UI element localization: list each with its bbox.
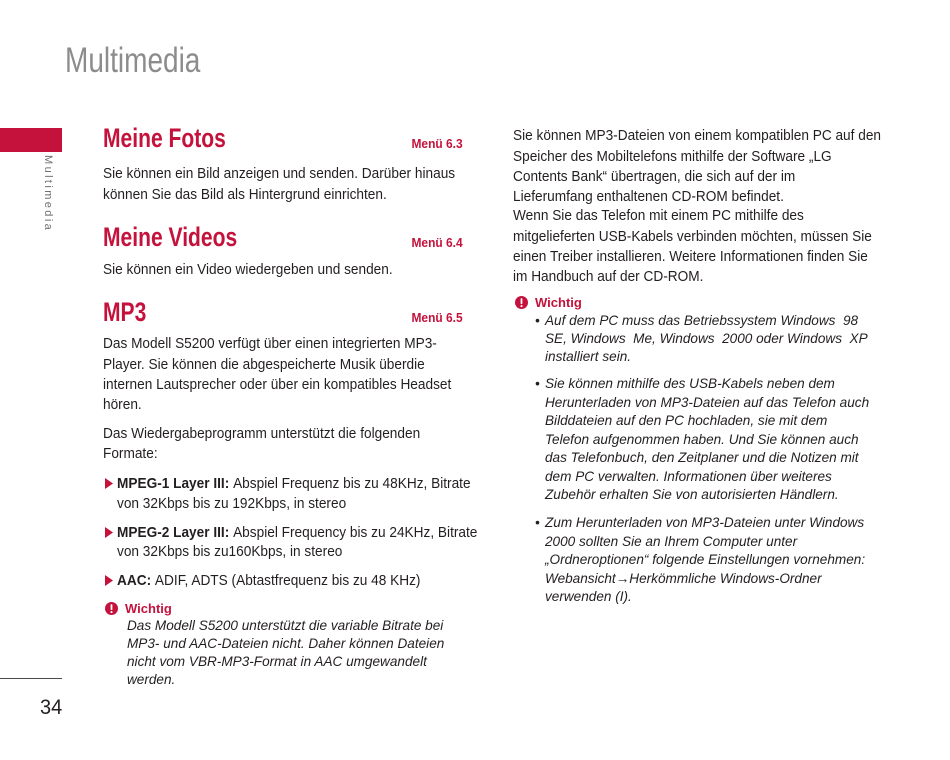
paragraph-line: Speicher des Mobiltelefons mithilfe der Software „LG — [513, 148, 832, 165]
triangle-right-icon — [105, 478, 113, 489]
note-line: Telefon aufgenommen haben. Und Sie können auch — [545, 431, 859, 447]
format-description: ADIF, ADTS (Abtastfrequenz bis zu 48 KHz) — [154, 572, 421, 589]
section-heading: Meine Videos — [103, 222, 238, 252]
note-line: „Ordneroptionen“ folgende Einstellungen vornehmen: — [545, 551, 866, 567]
note-bullet: • — [535, 375, 540, 391]
paragraph-line: Player. Sie können die abgespeicherte Musik überdie — [103, 356, 425, 373]
note-line: dem PC verwalten. Informationen über weiteres — [545, 468, 832, 484]
format-label: MPEG-2 Layer III: — [117, 524, 230, 541]
paragraph-line: Sie können ein Video wiedergeben und senden. — [103, 261, 393, 278]
format-description: von 32Kbps bis zu160Kbps, in stereo — [117, 543, 343, 560]
paragraph-line: internen Lautsprecher oder über ein kompatibles Headset — [103, 376, 452, 393]
note-line: Webansicht→Herkömmliche Windows-Ordner — [545, 570, 822, 586]
note-line: werden. — [127, 671, 176, 687]
note-line: Bilddateien auf den PC hochladen, sie mit dem — [545, 412, 828, 428]
footer-rule — [0, 678, 62, 679]
paragraph-line: Das Wiedergabeprogramm unterstützt die folgenden — [103, 425, 421, 442]
paragraph-line: Sie können MP3-Dateien von einem kompatiblen PC auf den — [513, 127, 882, 144]
paragraph-line: Wenn Sie das Telefon mit einem PC mithilfe des — [513, 207, 804, 224]
format-item-mpeg2 — [117, 525, 477, 540]
format-item-mpeg1 — [117, 476, 471, 491]
note-line: verwenden (I). — [545, 588, 632, 604]
section-heading: Meine Fotos — [103, 123, 226, 153]
paragraph-line: Sie können ein Bild anzeigen und senden. Darüber hinaus — [103, 165, 456, 182]
paragraph-line: Formate: — [103, 445, 158, 462]
note-line: MP3- und AAC-Dateien nicht. Daher können Dateien — [127, 635, 445, 651]
warning-icon — [105, 602, 118, 615]
menu-number: Menü 6.3 — [411, 136, 463, 151]
section-heading: MP3 — [103, 297, 147, 327]
note-line: Auf dem PC muss das Betriebssystem Windows 98 — [545, 312, 859, 328]
triangle-right-icon — [105, 575, 113, 586]
note-line: Zubehör erhalten Sie von autorisierten Händlern. — [545, 486, 839, 502]
triangle-right-icon — [105, 527, 113, 538]
note-line: Sie können mithilfe des USB-Kabels neben dem — [545, 375, 835, 391]
note-line: nicht vom VBR-MP3-Format in AAC umgewandelt — [127, 653, 427, 669]
note-line: SE, Windows Me, Windows 2000 oder Windows XP — [545, 330, 868, 346]
paragraph-line: Lieferumfang enthaltenen CD-ROM befindet. — [513, 188, 784, 205]
note-line: 2000 sollten Sie an Ihrem Computer unter — [545, 533, 798, 549]
paragraph-line: hören. — [103, 396, 142, 413]
warning-icon — [515, 296, 528, 309]
format-label: MPEG-1 Layer III: — [117, 475, 230, 492]
menu-number: Menü 6.5 — [411, 310, 463, 325]
note-title: Wichtig — [535, 295, 582, 310]
note-line: installiert sein. — [545, 348, 632, 364]
note-bullet: • — [535, 312, 540, 328]
format-description: Abspiel Frequency bis zu 24KHz, Bitrate — [233, 524, 478, 541]
format-description: von 32Kbps bis zu 192Kbps, in stereo — [117, 495, 347, 512]
note-bullet: • — [535, 514, 540, 530]
format-label: AAC: — [117, 572, 152, 589]
paragraph-line: können Sie das Bild als Hintergrund einrichten. — [103, 186, 387, 203]
note-line: Zum Herunterladen von MP3-Dateien unter Windows — [545, 514, 865, 530]
side-tab-label: Multimedia — [42, 155, 54, 233]
paragraph-line: Das Modell S5200 verfügt über einen integrierten MP3- — [103, 335, 437, 352]
running-header: Multimedia — [65, 41, 201, 80]
page-number: 34 — [40, 696, 63, 719]
note-title: Wichtig — [125, 601, 172, 616]
note-line: das Telefonbuch, den Zeitplaner und die Notizen mit — [545, 449, 859, 465]
note-line: Das Modell S5200 unterstützt die variable Bitrate bei — [127, 617, 444, 633]
side-tab-marker — [0, 128, 62, 152]
paragraph-line: im Handbuch auf der CD-ROM. — [513, 268, 704, 285]
paragraph-line: einen Treiber installieren. Weitere Informationen finden Sie — [513, 248, 868, 265]
menu-number: Menü 6.4 — [411, 235, 463, 250]
format-item-aac — [117, 573, 420, 588]
note-line: Herunterladen von MP3-Dateien auf das Telefon auch — [545, 394, 870, 410]
paragraph-line: mitgelieferten USB-Kabels verbinden möchten, müssen Sie — [513, 228, 872, 245]
format-description: Abspiel Frequenz bis zu 48KHz, Bitrate — [233, 475, 471, 492]
paragraph-line: Contents Bank“ übertragen, die sich auf der im — [513, 168, 796, 185]
